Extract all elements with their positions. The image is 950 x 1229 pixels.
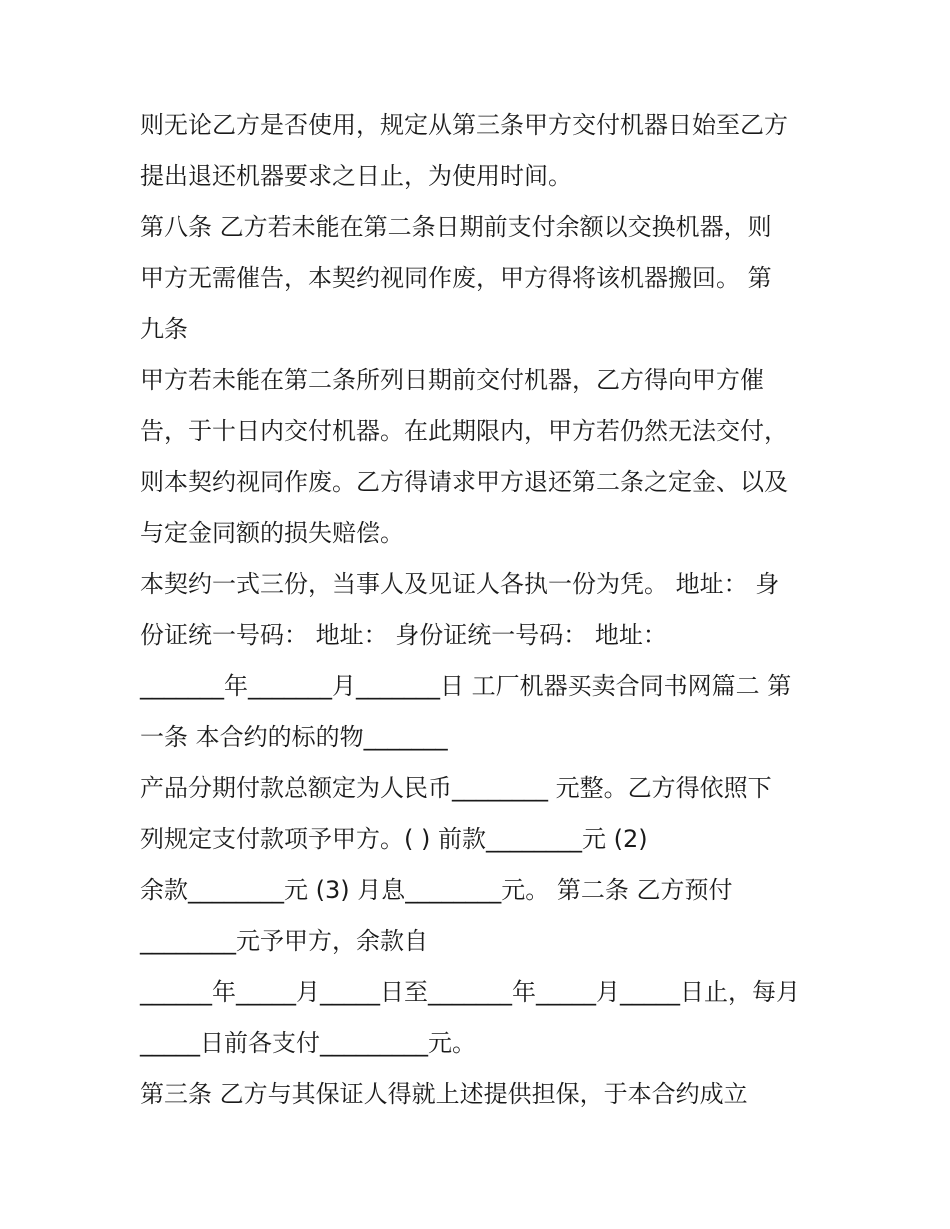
text-line: 则本契约视同作废。乙方得请求甲方退还第二条之定金、以及: [140, 468, 788, 496]
text-line: 份证统一号码： 地址： 身份证统一号码： 地址：: [140, 621, 667, 649]
text-line: 九条: [140, 315, 188, 343]
text-line: ______年_____月_____日至_______年_____月_____日止，每月: [140, 978, 800, 1006]
text-line: 产品分期付款总额定为人民币________ 元整。乙方得依照下: [140, 774, 772, 802]
text-line: _______年_______月_______日 工厂机器买卖合同书网篇二 第: [140, 672, 792, 700]
text-line: ________元予甲方，余款自: [140, 927, 428, 955]
text-line: 甲方无需催告，本契约视同作废，甲方得将该机器搬回。 第: [140, 264, 772, 292]
text-line: 余款________元 (3) 月息________元。 第二条 乙方预付: [140, 876, 733, 904]
text-line: 本契约一式三份，当事人及见证人各执一份为凭。 地址： 身: [140, 570, 780, 598]
text-line: 第三条 乙方与其保证人得就上述提供担保，于本合约成立: [140, 1080, 748, 1108]
text-line: _____日前各支付_________元。: [140, 1029, 476, 1057]
text-line: 提出退还机器要求之日止，为使用时间。: [140, 162, 572, 190]
text-line: 与定金同额的损失赔偿。: [140, 519, 404, 547]
text-line: 列规定支付款项予甲方。( ) 前款________元 (2): [140, 825, 648, 853]
text-line: 告，于十日内交付机器。在此期限内，甲方若仍然无法交付，: [140, 417, 788, 445]
text-line: 第八条 乙方若未能在第二条日期前支付余额以交换机器，则: [140, 213, 772, 241]
text-line: 则无论乙方是否使用，规定从第三条甲方交付机器日始至乙方: [140, 111, 788, 139]
text-line: 甲方若未能在第二条所列日期前交付机器，乙方得向甲方催: [140, 366, 764, 394]
text-line: 一条 本合约的标的物_______: [140, 723, 448, 751]
contract-body-text: [140, 100, 830, 1120]
